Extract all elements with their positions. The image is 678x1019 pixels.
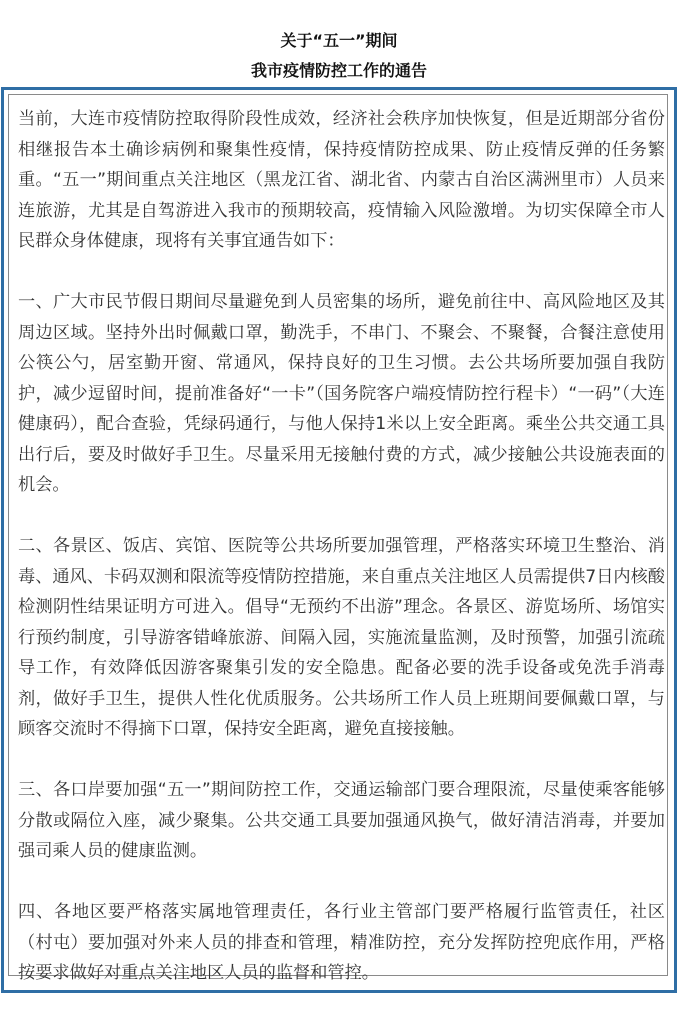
notice-title-line-1: 关于“五一”期间	[280, 31, 398, 50]
item-2-paragraph: 二、各景区、饭店、宾馆、医院等公共场所要加强管理，严格落实环境卫生整治、消毒、通风、卡码双测和限流等疫情防控措施，来自重点关注地区人员需提供7日内核酸检测阴性结果证明方可进入。倡导“无预约不出游”理念。各景区、游览场所、场馆实行预约制度，引导游客错峰旅游、间隔入园，实施流量监测，及时预警，加强引流疏导工作，有效降低因游客聚集引发的安全隐患。配备必要的洗手设备或免洗手消毒剂，做好手卫生，提供人性化优质服务。公共场所工作人员上班期间要佩戴口罩，与顾客交流时不得摘下口罩，保持安全距离，避免直接接触。	[18, 536, 665, 739]
notice-body	[18, 104, 665, 1019]
item-4-paragraph: 四、各地区要严格落实属地管理责任，各行业主管部门要严格履行监管责任，社区（村屯）要加强对外来人员的排查和管理，精准防控，充分发挥防控兜底作用，严格按要求做好对重点关注地区人员的监督和管控。	[18, 902, 665, 983]
notice-title-line-2: 我市疫情防控工作的通告	[250, 61, 427, 80]
item-3-paragraph: 三、各口岸要加强“五一”期间防控工作，交通运输部门要合理限流，尽量使乘客能够分散或隔位入座，减少聚集。公共交通工具要加强通风换气，做好清洁消毒，并要加强司乘人员的健康监测。	[18, 780, 665, 861]
notice-frame	[1, 87, 677, 993]
notice-inner-border	[8, 94, 668, 983]
item-1-paragraph: 一、广大市民节假日期间尽量避免到人员密集的场所，避免前往中、高风险地区及其周边区域。坚持外出时佩戴口罩，勤洗手，不串门、不聚会、不聚餐，合餐注意使用公筷公勺，居室勤开窗、常通风，保持良好的卫生习惯。去公共场所要加强自我防护，减少逗留时间，提前准备好“一卡”（国务院客户端疫情防控行程卡）“一码”（大连健康码），配合查验，凭绿码通行，与他人保持1米以上安全距离。乘坐公共交通工具出行后，要及时做好手卫生。尽量采用无接触付费的方式，减少接触公共设施表面的机会。	[18, 292, 665, 495]
intro-paragraph: 当前，大连市疫情防控取得阶段性成效，经济社会秩序加快恢复，但是近期部分省份相继报告本土确诊病例和聚集性疫情，保持疫情防控成果、防止疫情反弹的任务繁重。“五一”期间重点关注地区（黑龙江省、湖北省、内蒙古自治区满洲里市）人员来连旅游，尤其是自驾游进入我市的预期较高，疫情输入风险激增。为切实保障全市人民群众身体健康，现将有关事宜通告如下：	[18, 109, 665, 251]
